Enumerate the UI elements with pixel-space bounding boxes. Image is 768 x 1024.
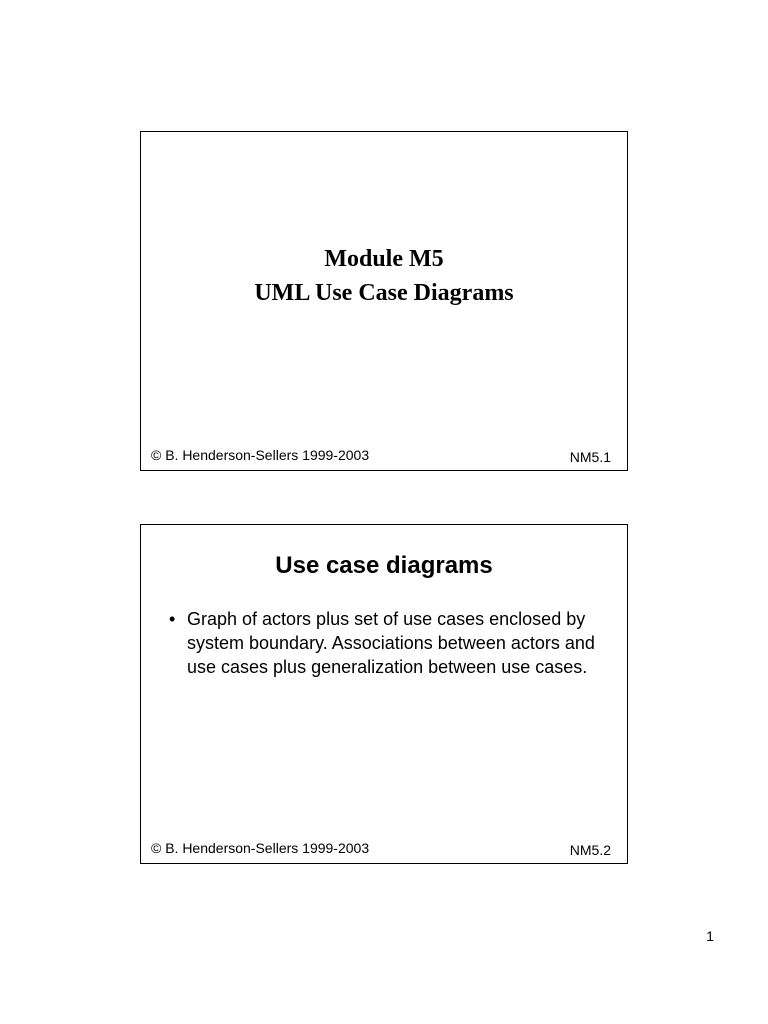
slide-1-copyright: © B. Henderson-Sellers 1999-2003: [151, 447, 370, 463]
slide-2: [140, 524, 628, 864]
slide-2-title: Use case diagrams: [275, 552, 493, 579]
slide-1-title: [141, 242, 627, 310]
bullet-item: [165, 607, 607, 679]
slide-1: [140, 131, 628, 471]
bullet-marker: •: [169, 609, 176, 629]
slide-1-title-line-1: Module M5: [324, 246, 444, 272]
slide-1-title-line-2: UML Use Case Diagrams: [254, 280, 514, 306]
page-number: 1: [706, 928, 714, 944]
slide-1-slide-number: NM5.1: [569, 449, 611, 465]
slide-2-bullet-list: [165, 607, 607, 679]
bullet-text: Graph of actors plus set of use cases enclosed by system boundary. Associations between actors and use cases plus generalization between use cases.: [187, 609, 595, 677]
slide-2-copyright: © B. Henderson-Sellers 1999-2003: [151, 840, 370, 856]
slide-2-slide-number: NM5.2: [569, 842, 611, 858]
